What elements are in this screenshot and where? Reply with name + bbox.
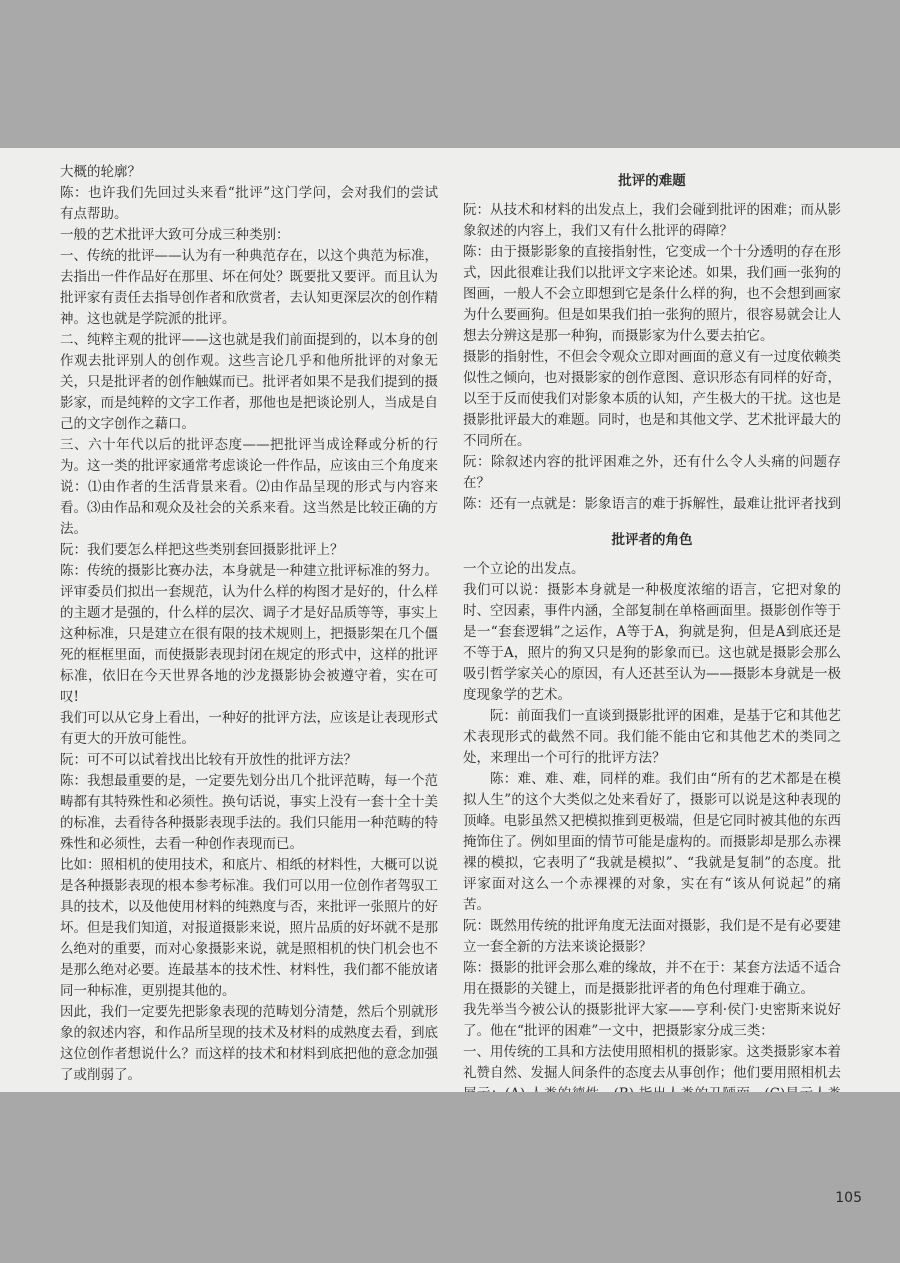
paragraph: 阮：我们要怎么样把这些类别套回摄影批评上？ [60,542,344,558]
paragraph: 陈：由于摄影影象的直接指射性，它变成一个十分透明的存在形式，因此很难让我们以批评文字来论述。如果，我们画一张狗的图画，一般人不会立即想到它是条什么样的狗，也不会想到画家为什么要画狗。但是如果我们拍一张狗的照片，很容易就会让人想去分辨这是那一种狗，而摄影家为什么要去拍它。 [463,244,841,344]
page-content [0,148,900,1092]
paragraph: 因此，我们一定要先把影象表现的范畴划分清楚，然后个别就形象的叙述内容，和作品所呈现的技术及材料的成熟度去看，到底这位创作者想说什么？而这样的技术和材料到底把他的意念加强了或削弱了。 [60,1004,438,1083]
bottom-gray-band [0,1092,900,1263]
paragraph: 一、用传统的工具和方法使用照相机的摄影家。这类摄影家本着礼赞自然、发掘人间条件的态度去从事创作；他们要用照相机去 [463,1044,841,1081]
paragraph: 陈：也许我们先回过头来看“批评”这门学问，会对我们的尝试有点帮助。 [60,185,438,222]
left-column [60,162,438,1086]
paragraph: 一、传统的批评——认为有一种典范存在，以这个典范为标准，去指出一件作品好在那里、坏在何处？既要批又要评。而且认为批评家有责任去指导创作者和欣赏者，去认知更深层次的创作精神。这也就是学院派的批评。 [60,248,438,327]
paragraph: 三、六十年代以后的批评态度——把批评当成诠释或分析的行为。这一类的批评家通常考虑谈论一件作品，应该由三个角度来说：⑴由作者的生活背景来看。⑵由作品呈现的形式与内容来看。⑶由作品和观众及社会的关系来看。这当然是比较正确的方法。 [60,437,438,537]
right-column [463,170,841,1126]
paragraph: 阮：可不可以试着找出比较有开放性的批评方法？ [60,752,357,768]
paragraph: 阮：除叙述内容的批评困难之外，还有什么令人头痛的问题存在？ [463,454,841,491]
paragraph: 阮：既然用传统的批评角度无法面对摄影，我们是不是有必要建立一套全新的方法来谈论摄影？ [463,918,841,955]
paragraph: 陈：摄影的批评会那么难的缘故，并不在于：某套方法适不适合用在摄影的关键上，而是摄影批评者的角色付理难于确立。 [463,960,841,997]
paragraph: 大概的轮廓？ [60,164,141,180]
paragraph: 一个立论的出发点。 [463,561,585,577]
section-heading-critic-role: 批评者的角色 [611,532,693,548]
paragraph: 陈：传统的摄影比赛办法，本身就是一种建立批评标准的努力。评审委员们拟出一套规范，认为什么样的构图才是好的，什么样的主题才是强的，什么样的层次、调子才是好品质等等，事实上这种标准，只是建立在很有限的技术规则上，把摄影架在几个僵死的框框里面，而使摄影表现封闭在规定的形式中，这样的批评标准，依旧在今天世界各地的沙龙摄影协会被遵守着，实在可叹! [60,563,438,705]
paragraph: 我先举当今被公认的摄影批评大家——亨利·侯门·史密斯来说好了。他在“批评的困难”一文中，把摄影家分成三类： [463,1002,841,1039]
paragraph: 一般的艺术批评大致可分成三种类别： [60,227,290,243]
paragraph: 阮：从技术和材料的出发点上，我们会碰到批评的困难；而从影象叙述的内容上，我们又有什么批评的碍障？ [463,202,841,239]
section-heading-difficulties: 批评的难题 [618,173,686,189]
paragraph: 阮：前面我们一直谈到摄影批评的困难，是基于它和其他艺术表现形式的截然不同。我们能不能由它和其他艺术的类同之处，来理出一个可行的批评方法？ [463,708,841,766]
paragraph: 我们可以从它身上看出，一种好的批评方法，应该是让表现形式有更大的开放可能性。 [60,710,438,747]
paragraph: 陈：还有一点就是：影象语言的难于拆解性，最难让批评者找到 [463,496,841,512]
paragraph: 陈：难、难、难，同样的难。我们由“所有的艺术都是在模拟人生”的这个大类似之处来看好了，摄影可以说是这种表现的顶峰。电影虽然又把模拟推到更极端，但是它同时被其他的东西掩饰住了。例如里面的情节可能是虚构的。而摄影却是那么赤裸裸的模拟，它表明了“我就是模拟”、“我就是复制”的态度。批评家面对这么一个赤裸裸的对象，实在有“该从何说起”的痛苦。 [463,771,841,913]
paragraph: 比如：照相机的使用技术，和底片、相纸的材料性，大概可以说是各种摄影表现的根本参考标准。我们可以用一位创作者驾驭工具的技术，以及他使用材料的纯熟度与否，来批评一张照片的好坏。但是我们知道，对报道摄影来说，照片品质的好坏就不是那么绝对的重要，而对心象摄影来说，就是照相机的快门机会也不是那么绝对必要。连最基本的技术性、材料性，我们都不能放诸同一种标准，更别提其他的。 [60,857,438,999]
paragraph: 摄影的指射性，不但会令观众立即对画面的意义有一过度依赖类似性之倾向，也对摄影家的创作意图、意识形态有同样的好奇，以至于反而使我们对影象本质的认知，产生极大的干扰。这也是摄影批评最大的难题。同时，也是和其他文学、艺术批评最大的不同所在。 [463,349,841,449]
paragraph: 二、纯粹主观的批评——这也就是我们前面提到的，以本身的创作观去批评别人的创作观。这些言论几乎和他所批评的对象无关，只是批评者的创作触媒而已。批评者如果不是我们提到的摄影家，而是纯粹的文字工作者，那他也是把谈论别人，当成是自己的文字创作之藉口。 [60,332,438,432]
paragraph: 我们可以说：摄影本身就是一种极度浓缩的语言，它把对象的时、空因素，事件内涵，全部复制在单格画面里。摄影创作等于是一“套套逻辑”之运作，A等于A，狗就是狗，但是A到底还是不等于A，照片的狗又只是狗的影象而已。这也就是摄影会那么吸引哲学家关心的原因，有人还甚至认为——摄影本身就是一极度现象学的艺术。 [463,582,841,703]
page-number: 105 [835,1190,862,1206]
top-gray-band [0,0,900,148]
paragraph: 陈：我想最重要的是，一定要先划分出几个批评范畴，每一个范畴都有其特殊性和必须性。换句话说，事实上没有一套十全十美的标准，去看待各种摄影表现手法的。我们只能用一种范畴的特殊性和必须性，去看一种创作表现而已。 [60,773,438,852]
